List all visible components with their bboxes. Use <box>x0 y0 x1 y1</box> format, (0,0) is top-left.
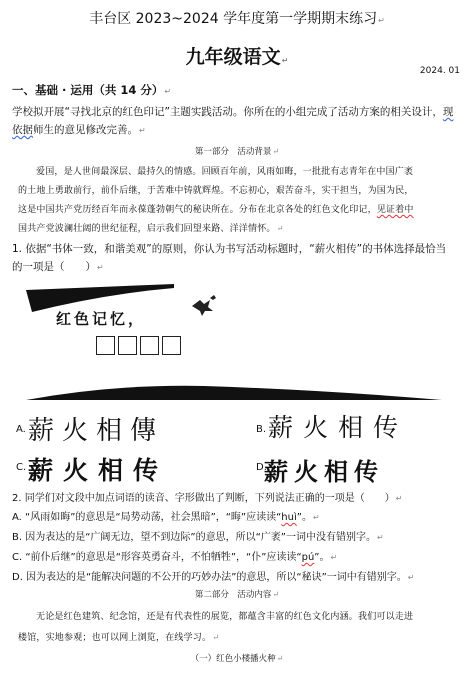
red-memory-illustration <box>24 282 444 402</box>
part2-heading: 第二部分 活动内容↵ <box>194 590 280 600</box>
option-c-calligraphy[interactable]: 薪火相传 <box>28 456 169 485</box>
intro-line-2: 依据师生的意见修改完善。↵ <box>12 124 146 136</box>
blank-box <box>162 336 181 355</box>
blank-box <box>96 336 115 355</box>
option-d-label[interactable]: D. <box>256 462 267 473</box>
blank-boxes <box>96 336 181 355</box>
option-a-calligraphy[interactable]: 薪火相傳 <box>28 416 165 446</box>
part1-line-4: 国共产党波澜壮阔的世纪征程，启示我们回望来路、洋洋情怀。↵ <box>18 224 284 234</box>
paper-title: 九年级语文↵ <box>185 46 289 68</box>
q1-stem-line-1: 1. 依据“书体一致，和谐美观”的原则，你认为书写活动标题时，“薪火相传”的书体选择最恰当 <box>12 243 447 255</box>
part1-line-2: 的土地上勇敢前行，前仆后继，于苦难中铸就辉煌。不忘初心，艰苦奋斗，实干担当，为国为民， <box>18 186 414 196</box>
paper-date: 2024. 01 <box>419 66 460 76</box>
q2-option-b[interactable]: B. 因为表达的是“广阔无边，望不到边际”的意思，所以“广袤”一词中没有错别字。↵ <box>12 532 384 543</box>
q2-option-c[interactable]: C. “前仆后继”的意思是“形容英勇奋斗，不怕牺牲”，“仆”应读读“pú”。↵ <box>12 552 338 563</box>
blank-box <box>140 336 159 355</box>
section-heading: 一、基础 · 运用（共 14 分）↵ <box>12 83 172 97</box>
illustration-caption: 红色记忆， <box>56 310 147 328</box>
q2-option-d[interactable]: D. 因为表达的是“能解决问题的不公开的巧妙办法”的意思，所以“秘诀”一词中有错别字。↵ <box>12 572 415 583</box>
part2-line-2: 楼馆，实地参观；也可以网上浏览，在线学习。↵ <box>18 633 220 643</box>
part1-heading: 第一部分 活动背景↵ <box>194 147 280 157</box>
part1-line-3: 这是中国共产党历经百年而永葆蓬勃朝气的秘诀所在。分布在北京各处的红色文化印记，见证着中 <box>18 205 414 215</box>
part2-line-1: 无论是红色建筑、纪念馆，还是有代表性的展览，都蕴含丰富的红色文化内涵。我们可以走进 <box>36 612 414 622</box>
q2-option-a[interactable]: A. “风雨如晦”的意思是“局势动荡，社会黑暗”，“晦”应读读“huì”。↵ <box>12 512 320 523</box>
intro-line-1: 学校拟开展“寻找北京的红色印记”主题实践活动。你所在的小组完成了活动方案的相关设计，现 <box>12 106 454 118</box>
option-b-calligraphy[interactable]: 薪火相传 <box>268 413 409 442</box>
part2-subheading: （一）红色小楼播火种↵ <box>190 654 284 664</box>
option-c-label[interactable]: C. <box>16 462 27 473</box>
q2-stem: 2. 同学们对文段中加点词语的读音、字形做出了判断，下列说法正确的一项是（ ）↵ <box>12 493 403 504</box>
option-a-label[interactable]: A. <box>16 424 26 435</box>
option-b-label[interactable]: B. <box>256 424 267 435</box>
exam-header: 丰台区 2023~2024 学年度第一学期期末练习↵ <box>89 11 385 27</box>
option-d-calligraphy[interactable]: 薪火相传 <box>264 457 384 486</box>
q1-stem-line-2: 的一项是（ ）↵ <box>12 261 104 273</box>
blank-box <box>118 336 137 355</box>
part1-line-1: 爱国，是人世间最深层、最持久的情感。回顾百年前，风雨如晦，一批批有志青年在中国广袤 <box>36 167 414 177</box>
